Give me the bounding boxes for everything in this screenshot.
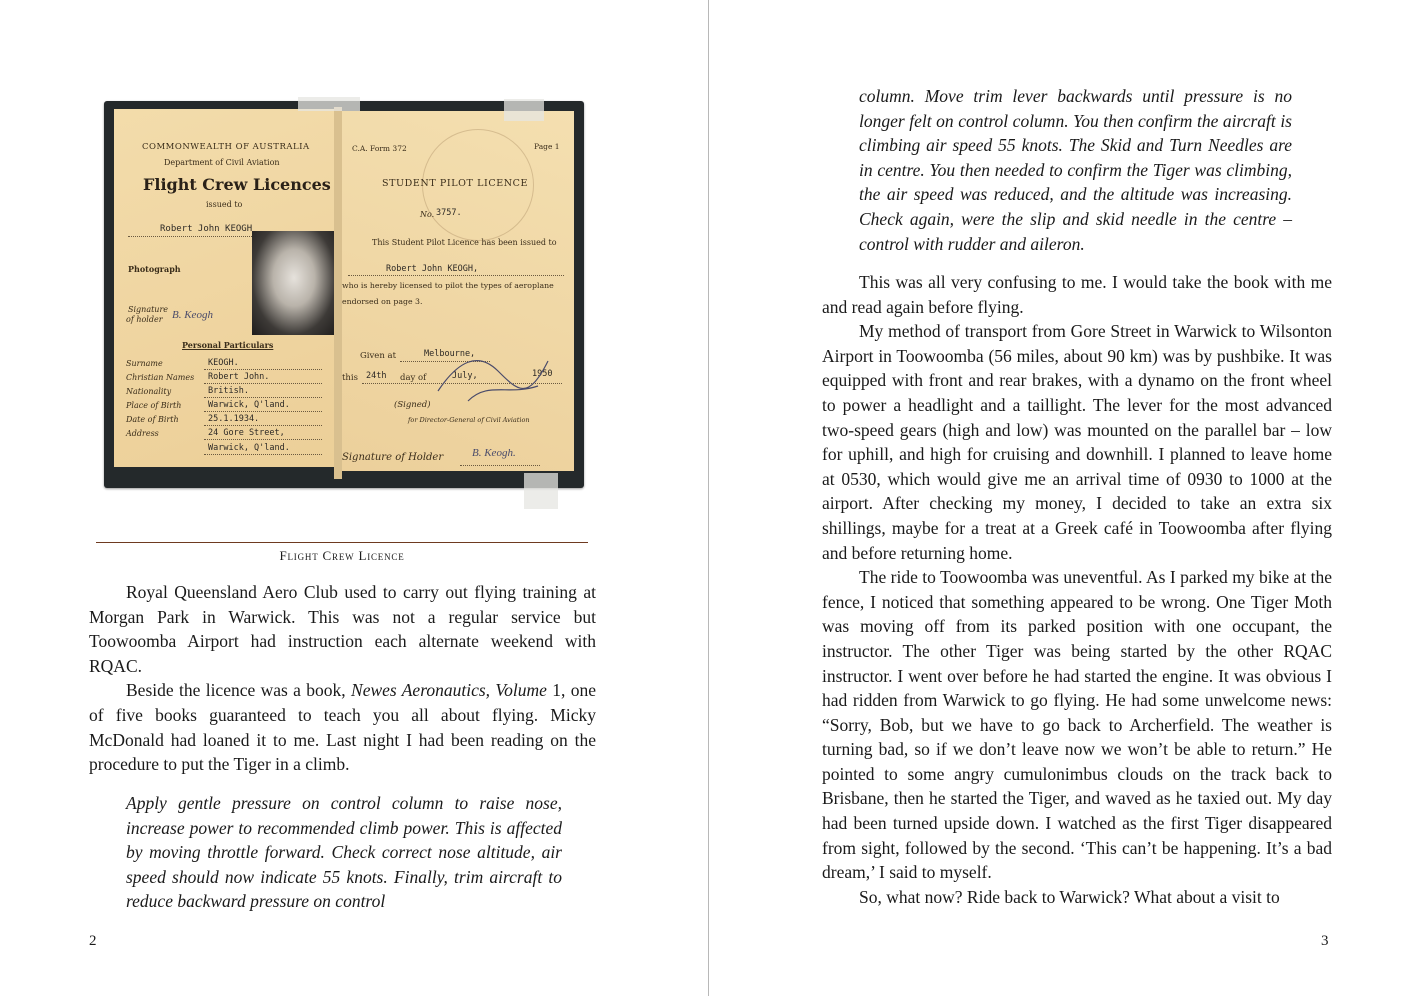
licence-header-1: COMMONWEALTH OF AUSTRALIA bbox=[142, 142, 310, 152]
dotted-line bbox=[204, 425, 322, 426]
dotted-line bbox=[204, 454, 322, 455]
licensee-name: Robert John KEOGH, bbox=[386, 264, 479, 274]
block-quote: Apply gentle pressure on control column to raise nose, increase power to recommended climb power. This is affected by moving throttle forward. Check correct nose altitude, air speed should now indicate 55 knots. Finally, trim aircraft to reduce backward pressure on control bbox=[126, 793, 562, 912]
particular-value: Warwick, Q'land. bbox=[208, 400, 290, 410]
day-of-label: day of bbox=[400, 373, 427, 383]
this-label: this bbox=[342, 373, 358, 383]
particular-label: Date of Birth bbox=[126, 415, 179, 424]
particular-value: British. bbox=[208, 386, 249, 396]
issued-text: This Student Pilot Licence has been issued to bbox=[372, 238, 557, 247]
licence-photo bbox=[104, 101, 584, 488]
figure-caption: Flight Crew Licence bbox=[279, 548, 405, 563]
day-value: 24th bbox=[366, 371, 387, 381]
signed-label: (Signed) bbox=[394, 400, 431, 410]
photograph-label: Photograph bbox=[128, 264, 181, 274]
page-number: 3 bbox=[1321, 933, 1329, 949]
caption-rule bbox=[96, 542, 588, 543]
paragraph: My method of transport from Gore Street in Warwick to Wilsonton Airport in Toowoomba (56 miles, about 90 km) was by pushbike. It was equipped with front and rear brakes, with a dynamo on the front wheel to power a headlight and a taillight. The lever for the most advanced two-speed gears (high and low) was mounted on the parallel bar – low for uphill, and high for cruising and downhill. I planned to leave home at 0530, which would give me an arrival time of 0930 to 1000 at the airport. After checking my money, I decided to take an extra six shillings, maybe for a treat at a Greek café in Toowoomba after flying and before returning home. bbox=[822, 321, 1332, 563]
dotted-line bbox=[204, 411, 322, 412]
particular-label: Address bbox=[126, 429, 159, 438]
paragraph: Beside the licence was a book, Newes Aeronautics, Volume 1, one of five books guaranteed to teach you all about flying. Micky McDonald had loaned it to me. Last night I had been reading on the procedure to put the Tiger in a climb. bbox=[89, 680, 596, 775]
licence-fold bbox=[334, 107, 342, 479]
particular-value: 25.1.1934. bbox=[208, 414, 260, 424]
dotted-line bbox=[204, 369, 322, 370]
dotted-line bbox=[460, 465, 540, 466]
dotted-line bbox=[204, 439, 322, 440]
book-title: Newes Aeronautics, Volume bbox=[351, 680, 547, 701]
particular-label: Surname bbox=[126, 359, 163, 368]
paragraph: Royal Queensland Aero Club used to carry out flying training at Morgan Park in Warwick. This was not a regular service but Toowoomba Airport had instruction each alternate weekend with RQAC. bbox=[89, 582, 596, 676]
dotted-line bbox=[204, 397, 322, 398]
licence-left-page bbox=[114, 109, 334, 467]
signature-label-2: of holder bbox=[126, 315, 163, 324]
particular-label: Nationality bbox=[126, 387, 172, 396]
tape-strip bbox=[298, 97, 360, 111]
particular-value: Robert John. bbox=[208, 372, 270, 382]
tape-strip bbox=[524, 473, 558, 509]
form-number: C.A. Form 372 bbox=[352, 144, 407, 153]
dotted-line bbox=[348, 275, 564, 276]
licence-header-2: Department of Civil Aviation bbox=[164, 158, 280, 167]
year-value: 1950 bbox=[532, 369, 553, 379]
block-quote-continued: column. Move trim lever backwards until pressure is no longer felt on control column. You then confirm the aircraft is climbing air speed 55 knots. The Skid and Turn Needles are in centre. You then needed to confirm the Tiger was climbing, the air speed was reduced, and the altitude was increasing. Check again, were the slip and skid needle in the centre – control with rudder and aileron. bbox=[859, 86, 1292, 254]
paragraph: So, what now? Ride back to Warwick? What about a visit to bbox=[859, 886, 1280, 907]
right-body-text bbox=[822, 270, 1332, 909]
dotted-line bbox=[204, 383, 322, 384]
licence-holder-name: Robert John KEOGH bbox=[160, 224, 253, 234]
licence-page-number: Page 1 bbox=[534, 142, 560, 151]
licence-title: Flight Crew Licences bbox=[143, 175, 331, 194]
paragraph: The ride to Toowoomba was uneventful. As I parked my bike at the fence, I noticed that something appeared to be wrong. One Tiger Moth was moving off from its parked position with one occupant, the instructor. The other Tiger was being started by the other RQAC instructor. I went over before he had started the engine. It was obvious I had ridden from Warwick to go flying. He had some unwelcome news: “Sorry, Bob, but we have to go back to Archerfield. The weather is turning bad, so if we don’t leave now we won’t be able to return.” He pointed to some angry cumulonimbus clouds on the track back to Brisbane, then he started the Tiger, and waved as he taxied out. My day had been turned upside down. I watched as the first Tiger disappeared from sight, followed by the second. ‘This can’t be happening. It’s a bad dream,’ I said to myself. bbox=[822, 567, 1332, 883]
official-signature-scrawl bbox=[428, 341, 568, 411]
particular-value: KEOGH. bbox=[208, 358, 239, 368]
given-at-label: Given at bbox=[360, 351, 397, 361]
tape-strip bbox=[504, 99, 544, 121]
director-text: for Director-General of Civil Aviation bbox=[408, 416, 530, 424]
month-value: July, bbox=[452, 371, 478, 381]
holder-signature-right: B. Keogh. bbox=[472, 447, 516, 459]
licence-no-label: No. bbox=[420, 210, 435, 219]
holder-signature: B. Keogh bbox=[172, 309, 213, 321]
licensed-text-2: endorsed on page 3. bbox=[342, 297, 423, 306]
licensed-text-1: who is hereby licensed to pilot the types of aeroplane bbox=[342, 281, 554, 290]
left-body-text bbox=[89, 580, 596, 777]
given-at-value: Melbourne, bbox=[424, 349, 476, 359]
particular-label: Christian Names bbox=[126, 373, 195, 382]
particular-label: Place of Birth bbox=[126, 401, 182, 410]
left-page bbox=[0, 0, 708, 996]
licence-no-value: 3757. bbox=[436, 208, 462, 218]
right-page bbox=[709, 0, 1418, 996]
holder-signature-label: Signature of Holder bbox=[342, 452, 444, 463]
paragraph: This was all very confusing to me. I would take the book with me and read again before flying. bbox=[822, 272, 1332, 317]
signature-label-1: Signature bbox=[128, 305, 169, 314]
particular-value: 24 Gore Street, bbox=[208, 428, 285, 438]
particulars-heading: Personal Particulars bbox=[182, 340, 274, 350]
page-number: 2 bbox=[89, 933, 97, 949]
address-line-2: Warwick, Q'land. bbox=[208, 443, 290, 453]
licence-issued-to: issued to bbox=[206, 200, 243, 209]
holder-portrait bbox=[252, 231, 336, 335]
licence-right-page bbox=[342, 111, 574, 471]
student-licence-title: STUDENT PILOT LICENCE bbox=[382, 178, 529, 189]
